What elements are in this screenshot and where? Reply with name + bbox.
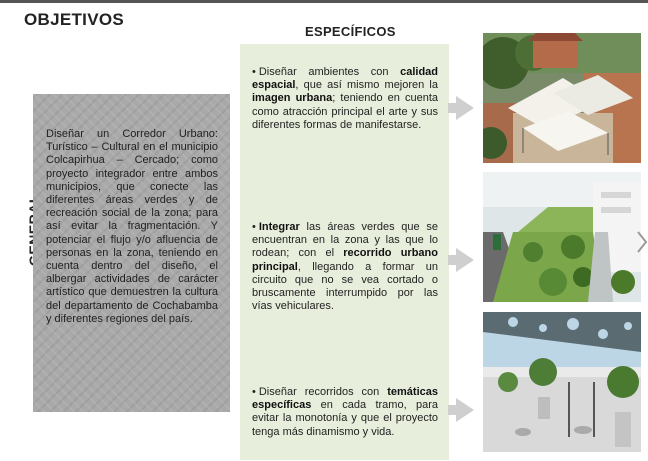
top-rule (0, 0, 648, 3)
chevron-right-icon[interactable] (636, 230, 648, 254)
patterned-canopy-walkway-photo (483, 312, 641, 452)
specific-objectives-title: ESPECÍFICOS (305, 24, 396, 39)
specific-objective-2: • Integrar las áreas verdes que se encuentran en la zona y las que lo rodean; con el recorrido urbano principal, llegando a formar un circuito que no se vea cortado o bruscamente interrumpido por las vías vehiculares. (252, 221, 438, 313)
green-corridor-aerial-photo (483, 172, 641, 302)
general-objective-text: Diseñar un Corredor Urbano: Turístico – Cultural en el municipio Colcapirhua – Cercado; como proyecto integrador entre ambos municipios, que conecte las diferentes áreas verdes y de recreación social de la zona; para así evitar la fragmentación. Y potenciar el flujo y/o afluencia de personas en la zona, teniendo en cuenta dentro del diseño, el albergar actividades de carácter artístico que demuestren la cultura del departamento de Cochabamba y diferentes regiones del país. (46, 128, 218, 325)
arrow-right-icon (456, 96, 474, 120)
arrow-right-icon (456, 398, 474, 422)
page-title: OBJETIVOS (24, 10, 125, 29)
bullet: • (252, 221, 256, 233)
bullet: • (252, 386, 256, 398)
bullet: • (252, 66, 256, 78)
specific-objective-1: • Diseñar ambientes con calidad espacial, que así mismo mejoren la imagen urbana; teniendo en cuenta como atracción principal el arte y sus diferentes formas de manifestarse. (252, 66, 438, 131)
arrow-right-icon (456, 248, 474, 272)
specific-objective-3: • Diseñar recorridos con temáticas específicas en cada tramo, para evitar la monotonía y que el proyecto tenga más dinamismo y vida. (252, 386, 438, 438)
shade-sail-plaza-photo (483, 33, 641, 163)
